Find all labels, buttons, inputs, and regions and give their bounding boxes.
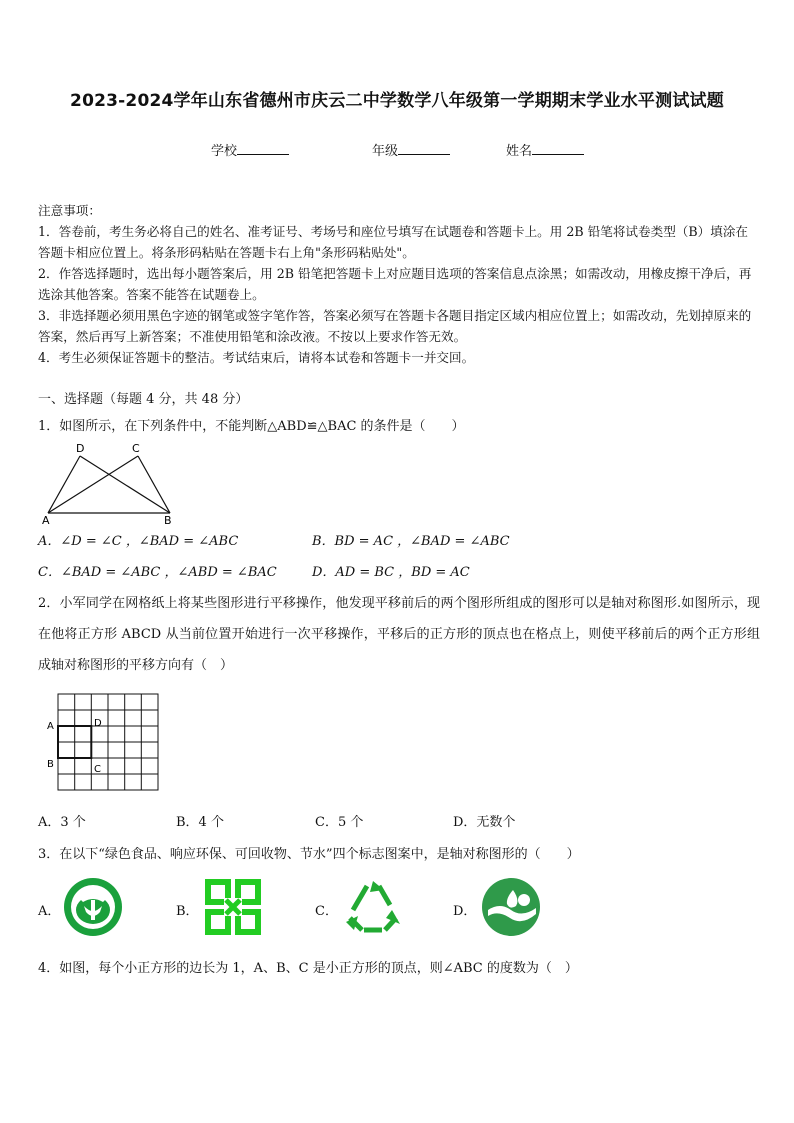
- name-blank: [532, 142, 584, 155]
- q2-option-d: D．无数个: [453, 815, 516, 830]
- q3-option-b: B．: [176, 904, 199, 919]
- q2-label-a: A: [47, 721, 54, 732]
- page-title: 2023-2024学年山东省德州市庆云二中学数学八年级第一学期期末学业水平测试试题: [70, 91, 724, 111]
- q1-segment-cb: [138, 456, 170, 513]
- grade-label: 年级: [372, 144, 399, 159]
- notice-item-4: 4．考生必须保证答题卡的整洁。考试结束后，请将本试卷和答题卡一并交回。: [38, 350, 475, 365]
- green-food-logo-icon: [62, 876, 124, 938]
- q1-option-c: C．∠BAD = ∠ABC ，∠ABD = ∠BAC: [38, 565, 277, 580]
- q2-grid: [58, 694, 158, 790]
- q1-label-a: A: [42, 514, 50, 525]
- section-heading: 一、选择题（每题 4 分，共 48 分）: [38, 392, 249, 407]
- notice-heading: 注意事项：: [38, 203, 101, 218]
- q1-label-d: D: [76, 442, 85, 455]
- grade-blank: [398, 142, 450, 155]
- q2-option-b: B．4 个: [176, 815, 224, 830]
- notice-item-1: 1．答卷前，考生务必将自己的姓名、准考证号、考场号和座位号填写在试题卷和答题卡上。用 2B 铅笔将试卷类型（B）填涂在答题卡相应位置上。将条形码粘贴在答题卡右上角"条形码粘贴处"。: [38, 224, 749, 260]
- q3-option-d: D．: [453, 904, 477, 919]
- q4-stem: 4．如图，每个小正方形的边长为 1，A、B、C 是小正方形的顶点，则∠ABC 的度数为（ ）: [38, 961, 578, 976]
- grade-field: [372, 140, 450, 159]
- q2-grid-figure: [44, 690, 164, 794]
- q3-stem: 3．在以下“绿色食品、响应环保、可回收物、节水”四个标志图案中，是轴对称图形的（ ）: [38, 847, 580, 862]
- environment-logo-icon: [204, 878, 262, 936]
- q3-option-a: A．: [38, 904, 61, 919]
- q3-option-c: C．: [315, 904, 338, 919]
- q1-segment-ad: [48, 456, 80, 513]
- q2-option-c: C．5 个: [315, 815, 364, 830]
- q1-figure: [40, 440, 180, 525]
- q2-label-b: B: [47, 759, 54, 770]
- school-label: 学校: [211, 144, 238, 159]
- name-field: [506, 140, 584, 159]
- q1-stem: 1．如图所示，在下列条件中，不能判断△ABD≌△BAC 的条件是（ ）: [38, 419, 465, 434]
- q1-label-c: C: [132, 442, 140, 455]
- q1-option-d: D．AD = BC ，BD = AC: [312, 565, 470, 580]
- q2-option-a: A．3 个: [38, 815, 86, 830]
- name-label: 姓名: [506, 144, 533, 159]
- notice-item-2: 2．作答选择题时，选出每小题答案后，用 2B 铅笔把答题卡上对应题目选项的答案信息点涂黑；如需改动，用橡皮擦干净后，再选涂其他答案。答案不能答在试题卷上。: [38, 266, 752, 302]
- q1-option-b: B．BD = AC ，∠BAD = ∠ABC: [312, 534, 510, 549]
- q1-option-a: A．∠D = ∠C ，∠BAD = ∠ABC: [38, 534, 239, 549]
- notice-block: [38, 200, 760, 368]
- water-saving-logo-icon: [480, 876, 542, 938]
- recycle-logo-icon: [340, 878, 406, 936]
- q2-label-d: D: [94, 718, 102, 729]
- school-blank: [237, 142, 289, 155]
- q2-stem: 2．小军同学在网格纸上将某些图形进行平移操作，他发现平移前后的两个图形所组成的图形可以是轴对称图形.如图所示，现在他将正方形 ABCD 从当前位置开始进行一次平移操作，平移后的正方形的顶点也在格点上，则使平移前后的两个正方形组成轴对称图形的平移方向有（ ）: [38, 596, 760, 673]
- q2-label-c: C: [94, 764, 101, 775]
- school-field: [211, 140, 289, 159]
- notice-item-3: 3．非选择题必须用黑色字迹的钢笔或签字笔作答，答案必须写在答题卡各题目指定区域内相应位置上；如需改动，先划掉原来的答案，然后再写上新答案；不准使用铅笔和涂改液。不按以上要求作答无效。: [38, 308, 752, 344]
- q1-label-b: B: [164, 514, 172, 525]
